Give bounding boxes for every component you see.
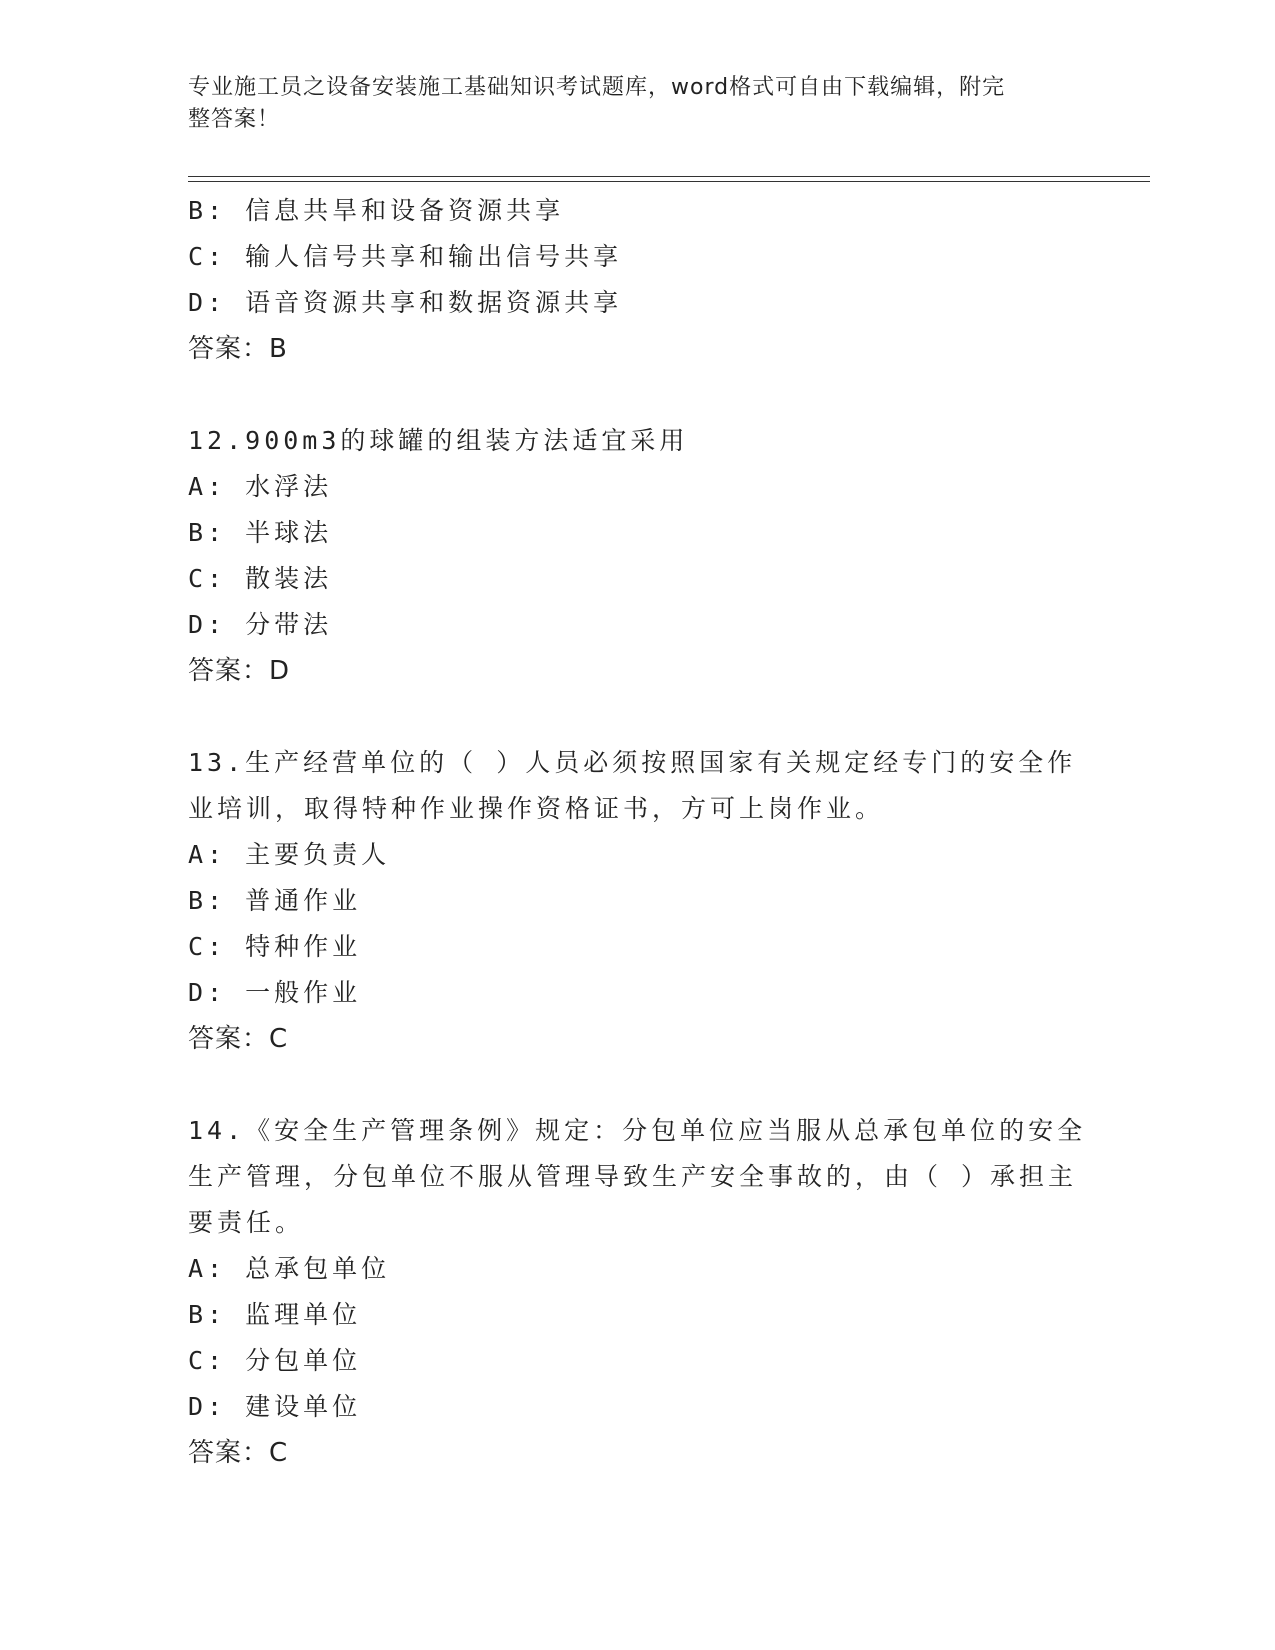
option-d: D: 分带法 <box>188 610 333 639</box>
header-divider-top <box>188 176 1150 177</box>
question-stem: 生产管理，分包单位不服从管理导致生产安全事故的，由（ ）承担主 <box>188 1162 1078 1191</box>
question-stem: 要责任。 <box>188 1208 305 1237</box>
option-a: A: 水浮法 <box>188 472 333 501</box>
option-b: B: 普通作业 <box>188 886 362 915</box>
option-d: D: 一般作业 <box>188 978 362 1007</box>
question-block <box>188 188 1088 372</box>
header-divider-bottom <box>188 181 1150 182</box>
question-block <box>188 740 1088 1062</box>
answer-line: 答案：C <box>188 1438 289 1468</box>
option-a: A: 主要负责人 <box>188 840 391 869</box>
answer-line: 答案：D <box>188 656 291 686</box>
option-b: B: 信息共旱和设备资源共享 <box>188 196 565 225</box>
header-line-2: 整答案！ <box>188 107 281 132</box>
question-stem: 12.900m3的球罐的组装方法适宜采用 <box>188 426 689 455</box>
question-spacer <box>188 694 1088 740</box>
option-a: A: 总承包单位 <box>188 1254 391 1283</box>
question-block <box>188 418 1088 694</box>
option-c: C: 输人信号共享和输出信号共享 <box>188 242 623 271</box>
option-b: B: 监理单位 <box>188 1300 362 1329</box>
answer-line: 答案：C <box>188 1024 289 1054</box>
question-stem: 14.《安全生产管理条例》规定：分包单位应当服从总承包单位的安全 <box>188 1116 1087 1145</box>
question-block <box>188 1108 1088 1476</box>
answer-line: 答案：B <box>188 334 288 364</box>
document-header <box>188 72 1068 136</box>
question-stem: 业培训，取得特种作业操作资格证书，方可上岗作业。 <box>188 794 885 823</box>
question-spacer <box>188 1062 1088 1108</box>
header-line-1: 专业施工员之设备安装施工基础知识考试题库，word格式可自由下载编辑，附完 <box>188 75 1006 100</box>
option-c: C: 特种作业 <box>188 932 362 961</box>
question-spacer <box>188 372 1088 418</box>
question-list <box>188 188 1088 1476</box>
option-b: B: 半球法 <box>188 518 333 547</box>
option-c: C: 散装法 <box>188 564 333 593</box>
option-d: D: 语音资源共享和数据资源共享 <box>188 288 623 317</box>
question-stem: 13.生产经营单位的（ ）人员必须按照国家有关规定经专门的安全作 <box>188 748 1077 777</box>
option-d: D: 建设单位 <box>188 1392 362 1421</box>
option-c: C: 分包单位 <box>188 1346 362 1375</box>
